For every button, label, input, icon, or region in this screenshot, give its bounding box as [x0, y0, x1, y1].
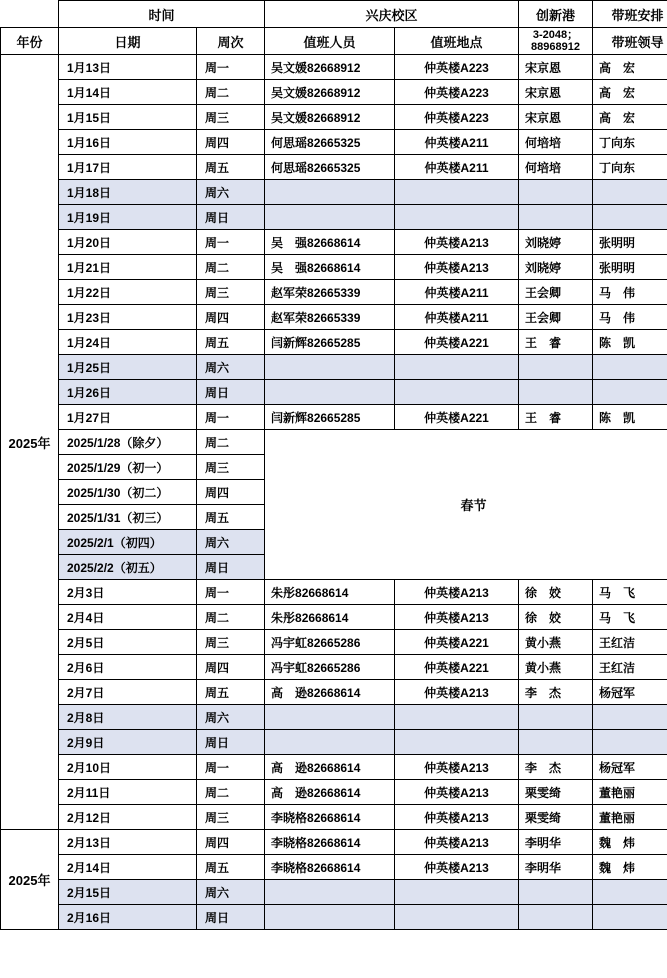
week-cell: 周一: [197, 580, 265, 605]
week-cell: 周日: [197, 555, 265, 580]
place-cell: 仲英楼A223: [395, 55, 519, 80]
table-row: [1, 780, 667, 805]
week-cell: 周五: [197, 330, 265, 355]
header-person: 值班人员: [265, 28, 395, 55]
date-cell: 2月12日: [59, 805, 197, 830]
place-cell: 仲英楼A221: [395, 330, 519, 355]
person-cell: 何思瑶82665325: [265, 130, 395, 155]
port-cell: [519, 380, 593, 405]
date-cell: 2月16日: [59, 905, 197, 930]
person-cell: [265, 880, 395, 905]
person-cell: 何思瑶82665325: [265, 155, 395, 180]
week-cell: 周二: [197, 780, 265, 805]
header-port: 创新港: [519, 1, 593, 28]
week-cell: 周四: [197, 130, 265, 155]
week-cell: 周一: [197, 405, 265, 430]
date-cell: 2月15日: [59, 880, 197, 905]
week-cell: 周三: [197, 455, 265, 480]
year-cell: 2025年: [1, 55, 59, 830]
place-cell: 仲英楼A213: [395, 780, 519, 805]
week-cell: 周日: [197, 730, 265, 755]
table-row: [1, 130, 667, 155]
header-campus: 兴庆校区: [265, 1, 519, 28]
person-cell: 高 逊82668614: [265, 755, 395, 780]
table-header-top: [1, 1, 667, 28]
date-cell: 1月16日: [59, 130, 197, 155]
table-row: [1, 380, 667, 405]
port-cell: [519, 730, 593, 755]
port-cell: [519, 355, 593, 380]
person-cell: 闫新辉82665285: [265, 330, 395, 355]
week-cell: 周六: [197, 705, 265, 730]
week-cell: 周五: [197, 505, 265, 530]
leader-cell: [593, 180, 667, 205]
person-cell: 朱彤82668614: [265, 580, 395, 605]
place-cell: 仲英楼A213: [395, 755, 519, 780]
date-cell: 2025/1/28（除夕）: [59, 430, 197, 455]
leader-cell: 马 飞: [593, 580, 667, 605]
leader-cell: 董艳丽: [593, 805, 667, 830]
leader-cell: 杨冠军: [593, 755, 667, 780]
person-cell: 吴 强82668614: [265, 255, 395, 280]
person-cell: [265, 730, 395, 755]
port-cell: 宋京恩: [519, 80, 593, 105]
port-cell: 王 睿: [519, 405, 593, 430]
leader-cell: 丁向东: [593, 130, 667, 155]
date-cell: 1月23日: [59, 305, 197, 330]
leader-cell: 马 伟: [593, 280, 667, 305]
week-cell: 周四: [197, 305, 265, 330]
table-row: [1, 180, 667, 205]
port-cell: 黄小燕: [519, 655, 593, 680]
table-row: [1, 55, 667, 80]
date-cell: 1月22日: [59, 280, 197, 305]
leader-cell: [593, 380, 667, 405]
table-row: [1, 430, 667, 455]
table-row: [1, 655, 667, 680]
week-cell: 周六: [197, 530, 265, 555]
header-port-room: 3-2048；88968912: [519, 28, 593, 55]
port-cell: 刘晓婷: [519, 230, 593, 255]
leader-cell: 马 伟: [593, 305, 667, 330]
table-row: [1, 330, 667, 355]
header-date: 日期: [59, 28, 197, 55]
week-cell: 周日: [197, 205, 265, 230]
header-time: 时间: [59, 1, 265, 28]
place-cell: 仲英楼A213: [395, 855, 519, 880]
place-cell: 仲英楼A213: [395, 605, 519, 630]
date-cell: 2月5日: [59, 630, 197, 655]
week-cell: 周六: [197, 180, 265, 205]
leader-cell: 马 飞: [593, 605, 667, 630]
person-cell: 赵军荣82665339: [265, 280, 395, 305]
table-row: [1, 705, 667, 730]
table-row: [1, 680, 667, 705]
table-row: [1, 755, 667, 780]
place-cell: 仲英楼A213: [395, 255, 519, 280]
date-cell: 1月20日: [59, 230, 197, 255]
date-cell: 1月14日: [59, 80, 197, 105]
port-cell: [519, 905, 593, 930]
port-cell: 王会卿: [519, 305, 593, 330]
date-cell: 1月24日: [59, 330, 197, 355]
place-cell: [395, 905, 519, 930]
leader-cell: 陈 凯: [593, 330, 667, 355]
week-cell: 周四: [197, 655, 265, 680]
date-cell: 2月11日: [59, 780, 197, 805]
header-week: 周次: [197, 28, 265, 55]
port-cell: [519, 205, 593, 230]
leader-cell: 陈 凯: [593, 405, 667, 430]
port-cell: 栗雯绮: [519, 780, 593, 805]
table-row: [1, 280, 667, 305]
place-cell: 仲英楼A211: [395, 305, 519, 330]
place-cell: 仲英楼A213: [395, 680, 519, 705]
date-cell: 2月8日: [59, 705, 197, 730]
leader-cell: 王红洁: [593, 630, 667, 655]
leader-cell: 董艳丽: [593, 780, 667, 805]
person-cell: 冯宇虹82665286: [265, 630, 395, 655]
date-cell: 1月25日: [59, 355, 197, 380]
week-cell: 周六: [197, 880, 265, 905]
date-cell: 2025/1/31（初三）: [59, 505, 197, 530]
week-cell: 周三: [197, 630, 265, 655]
place-cell: 仲英楼A223: [395, 80, 519, 105]
person-cell: [265, 355, 395, 380]
week-cell: 周二: [197, 605, 265, 630]
leader-cell: [593, 205, 667, 230]
port-cell: 徐 姣: [519, 580, 593, 605]
date-cell: 1月15日: [59, 105, 197, 130]
place-cell: 仲英楼A213: [395, 230, 519, 255]
leader-cell: [593, 355, 667, 380]
week-cell: 周三: [197, 280, 265, 305]
place-cell: 仲英楼A213: [395, 830, 519, 855]
place-cell: 仲英楼A221: [395, 655, 519, 680]
date-cell: 2025/2/1（初四）: [59, 530, 197, 555]
date-cell: 1月27日: [59, 405, 197, 430]
date-cell: 1月18日: [59, 180, 197, 205]
person-cell: 赵军荣82665339: [265, 305, 395, 330]
table-row: [1, 580, 667, 605]
port-cell: [519, 880, 593, 905]
port-cell: 李 杰: [519, 680, 593, 705]
port-cell: 王 睿: [519, 330, 593, 355]
leader-cell: 高 宏: [593, 55, 667, 80]
place-cell: [395, 355, 519, 380]
week-cell: 周五: [197, 155, 265, 180]
person-cell: 高 逊82668614: [265, 780, 395, 805]
week-cell: 周二: [197, 255, 265, 280]
header-place: 值班地点: [395, 28, 519, 55]
header-leader-group: 带班安排: [593, 1, 667, 28]
week-cell: 周三: [197, 805, 265, 830]
leader-cell: [593, 880, 667, 905]
table-row: [1, 880, 667, 905]
person-cell: [265, 905, 395, 930]
port-cell: [519, 705, 593, 730]
date-cell: 2月4日: [59, 605, 197, 630]
week-cell: 周四: [197, 480, 265, 505]
week-cell: 周三: [197, 105, 265, 130]
table-row: [1, 255, 667, 280]
week-cell: 周一: [197, 755, 265, 780]
week-cell: 周二: [197, 80, 265, 105]
table-row: [1, 155, 667, 180]
table-row: [1, 805, 667, 830]
place-cell: [395, 705, 519, 730]
table-row: [1, 905, 667, 930]
date-cell: 2025/2/2（初五）: [59, 555, 197, 580]
port-cell: 栗雯绮: [519, 805, 593, 830]
table-row: [1, 355, 667, 380]
table-row: [1, 855, 667, 880]
person-cell: 高 逊82668614: [265, 680, 395, 705]
person-cell: 吴文媛82668912: [265, 80, 395, 105]
date-cell: 1月26日: [59, 380, 197, 405]
person-cell: [265, 705, 395, 730]
date-cell: 2月14日: [59, 855, 197, 880]
date-cell: 1月21日: [59, 255, 197, 280]
person-cell: 闫新辉82665285: [265, 405, 395, 430]
year-cell: 2025年: [1, 830, 59, 930]
port-cell: 李明华: [519, 855, 593, 880]
place-cell: 仲英楼A221: [395, 405, 519, 430]
date-cell: 2月13日: [59, 830, 197, 855]
person-cell: [265, 205, 395, 230]
place-cell: [395, 880, 519, 905]
date-cell: 1月19日: [59, 205, 197, 230]
person-cell: 吴 强82668614: [265, 230, 395, 255]
person-cell: [265, 180, 395, 205]
spring-festival-cell: 春节: [265, 430, 667, 580]
leader-cell: 丁向东: [593, 155, 667, 180]
table-row: [1, 305, 667, 330]
person-cell: 李晓格82668614: [265, 855, 395, 880]
port-cell: [519, 180, 593, 205]
table-row: [1, 630, 667, 655]
week-cell: 周一: [197, 230, 265, 255]
place-cell: [395, 730, 519, 755]
leader-cell: 张明明: [593, 255, 667, 280]
table-row: [1, 730, 667, 755]
leader-cell: [593, 905, 667, 930]
date-cell: 2025/1/29（初一）: [59, 455, 197, 480]
date-cell: 1月13日: [59, 55, 197, 80]
date-cell: 2月3日: [59, 580, 197, 605]
place-cell: [395, 180, 519, 205]
table-header-sub: [1, 28, 667, 55]
place-cell: 仲英楼A213: [395, 580, 519, 605]
port-cell: 宋京恩: [519, 55, 593, 80]
week-cell: 周六: [197, 355, 265, 380]
header-corner-blank: [1, 1, 59, 28]
port-cell: 李明华: [519, 830, 593, 855]
week-cell: 周二: [197, 430, 265, 455]
leader-cell: 魏 炜: [593, 830, 667, 855]
table-row: [1, 80, 667, 105]
person-cell: 冯宇虹82665286: [265, 655, 395, 680]
leader-cell: [593, 705, 667, 730]
place-cell: 仲英楼A211: [395, 155, 519, 180]
place-cell: [395, 205, 519, 230]
leader-cell: 张明明: [593, 230, 667, 255]
table-row: [1, 205, 667, 230]
port-cell: 何培培: [519, 155, 593, 180]
week-cell: 周日: [197, 905, 265, 930]
week-cell: 周日: [197, 380, 265, 405]
week-cell: 周五: [197, 680, 265, 705]
port-cell: 徐 姣: [519, 605, 593, 630]
date-cell: 2月10日: [59, 755, 197, 780]
date-cell: 2月6日: [59, 655, 197, 680]
port-cell: 宋京恩: [519, 105, 593, 130]
port-cell: 王会卿: [519, 280, 593, 305]
place-cell: 仲英楼A211: [395, 280, 519, 305]
table-row: [1, 830, 667, 855]
person-cell: 朱彤82668614: [265, 605, 395, 630]
date-cell: 1月17日: [59, 155, 197, 180]
person-cell: [265, 380, 395, 405]
header-leader: 带班领导: [593, 28, 667, 55]
leader-cell: 高 宏: [593, 105, 667, 130]
leader-cell: 王红洁: [593, 655, 667, 680]
leader-cell: 高 宏: [593, 80, 667, 105]
date-cell: 2月7日: [59, 680, 197, 705]
week-cell: 周四: [197, 830, 265, 855]
person-cell: 吴文媛82668912: [265, 55, 395, 80]
place-cell: 仲英楼A211: [395, 130, 519, 155]
port-cell: 刘晓婷: [519, 255, 593, 280]
place-cell: 仲英楼A221: [395, 630, 519, 655]
person-cell: 李晓格82668614: [265, 830, 395, 855]
place-cell: [395, 380, 519, 405]
table-row: [1, 605, 667, 630]
port-cell: 黄小燕: [519, 630, 593, 655]
person-cell: 李晓格82668614: [265, 805, 395, 830]
table-row: [1, 405, 667, 430]
leader-cell: 魏 炜: [593, 855, 667, 880]
table-row: [1, 230, 667, 255]
leader-cell: 杨冠军: [593, 680, 667, 705]
port-cell: 李 杰: [519, 755, 593, 780]
date-cell: 2月9日: [59, 730, 197, 755]
place-cell: 仲英楼A223: [395, 105, 519, 130]
table-row: [1, 105, 667, 130]
header-year: 年份: [1, 28, 59, 55]
port-cell: 何培培: [519, 130, 593, 155]
week-cell: 周五: [197, 855, 265, 880]
date-cell: 2025/1/30（初二）: [59, 480, 197, 505]
person-cell: 吴文媛82668912: [265, 105, 395, 130]
week-cell: 周一: [197, 55, 265, 80]
leader-cell: [593, 730, 667, 755]
place-cell: 仲英楼A213: [395, 805, 519, 830]
